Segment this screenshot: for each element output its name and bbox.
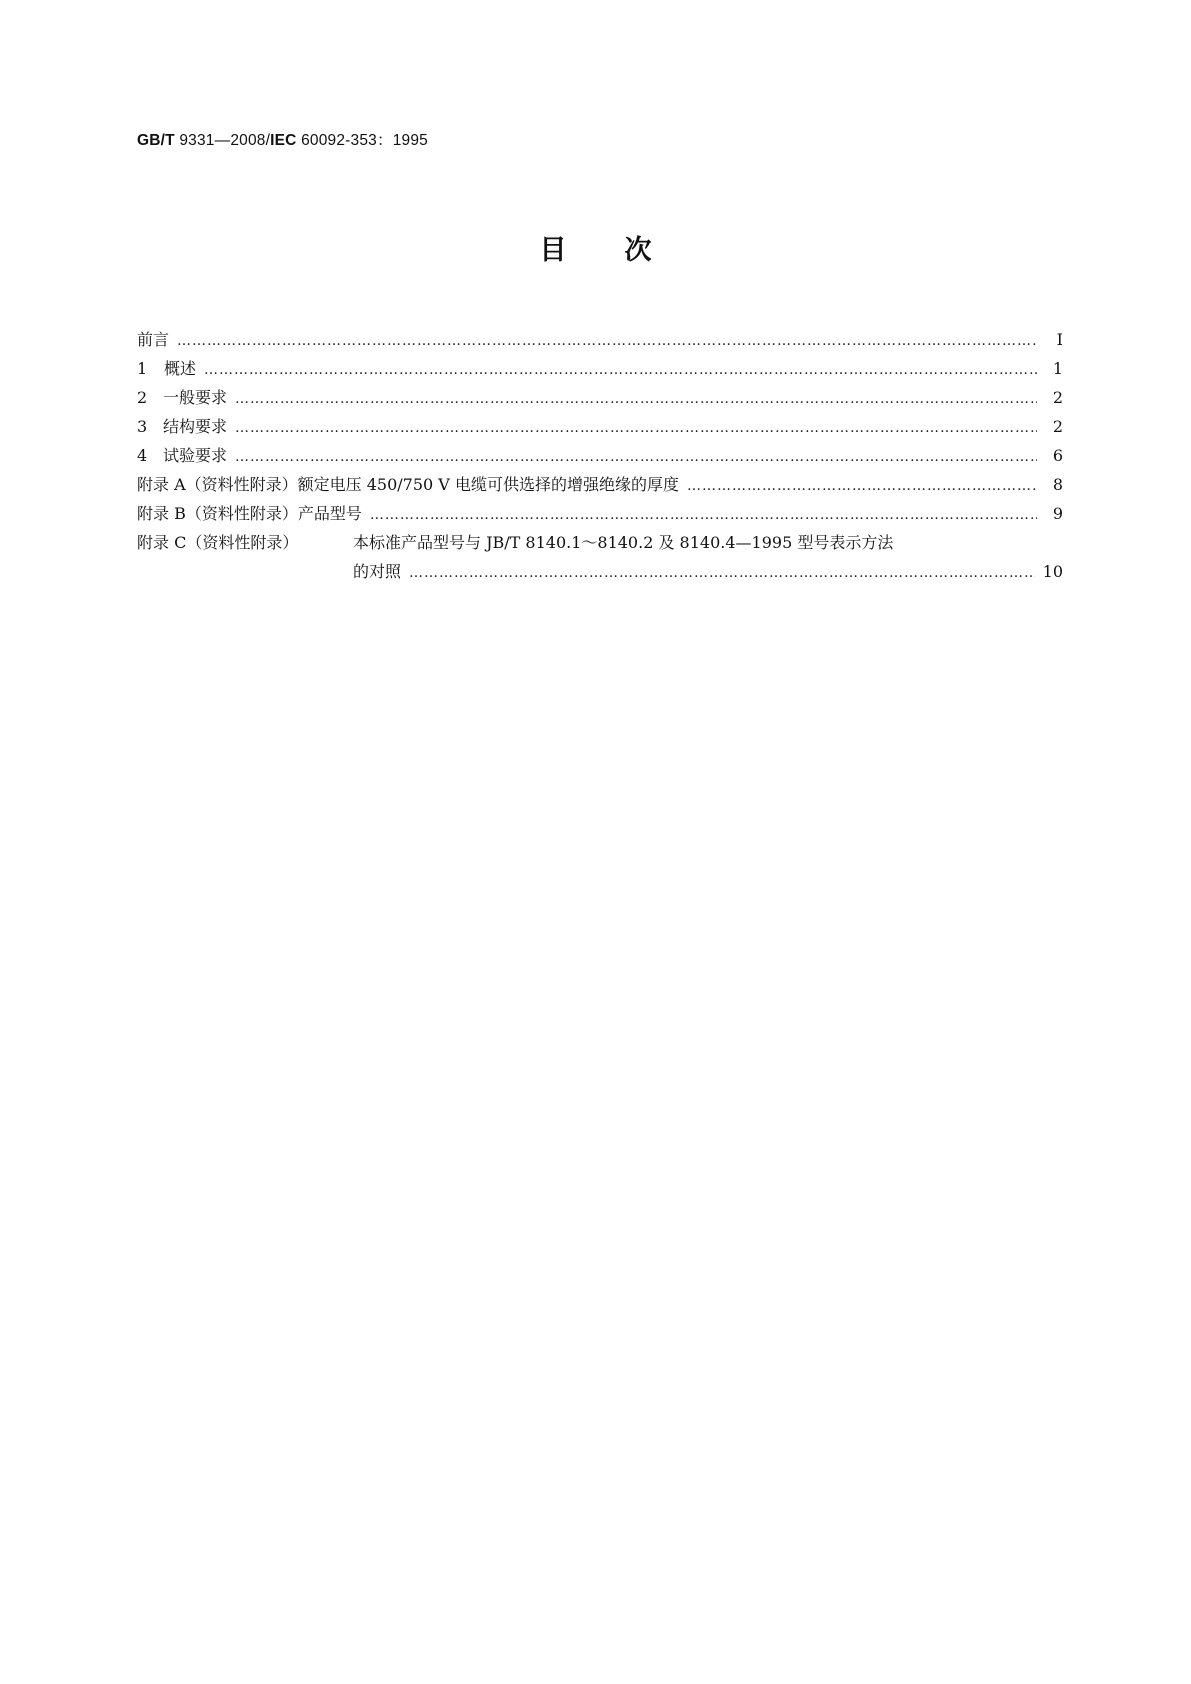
iec-number: 60092-353：1995 xyxy=(296,132,428,149)
toc-appendix-label: 附录 A（资料性附录） xyxy=(137,475,298,494)
toc-entry-label-continued: 的对照 xyxy=(353,562,402,581)
iec-prefix: IEC xyxy=(270,132,297,149)
toc-entry-label: 一般要求 xyxy=(162,388,227,407)
toc-section-number: 4 xyxy=(137,446,148,465)
toc-page-number: 2 xyxy=(1052,388,1063,407)
toc-entry-label: 产品型号 xyxy=(297,504,362,523)
dot-leader xyxy=(235,446,1037,468)
toc-page-number: 1 xyxy=(1052,359,1063,378)
toc-entry-appendix-a[interactable] xyxy=(137,474,1063,496)
toc-page-number: 8 xyxy=(1052,475,1063,494)
dot-leader xyxy=(235,388,1037,410)
dot-leader xyxy=(409,562,1035,584)
toc-entry-appendix-b[interactable] xyxy=(137,503,1063,525)
toc-entry-1[interactable] xyxy=(137,358,1063,380)
dot-leader xyxy=(235,417,1037,439)
toc-entry-appendix-c-continued[interactable] xyxy=(137,561,1063,583)
standard-number xyxy=(137,128,428,150)
toc-entry-label: 额定电压 450/750 V 电缆可供选择的增强绝缘的厚度 xyxy=(297,475,679,494)
toc-entry-label: 概述 xyxy=(163,359,196,378)
toc-entry-label: 试验要求 xyxy=(162,446,227,465)
toc-entry-label: 前言 xyxy=(137,330,170,349)
dot-leader xyxy=(177,330,1037,352)
dot-leader xyxy=(370,504,1037,526)
toc-entry-appendix-c[interactable] xyxy=(137,532,1063,554)
toc-page-number: 2 xyxy=(1052,417,1063,436)
toc-section-number: 3 xyxy=(137,417,148,436)
toc-entry-4[interactable] xyxy=(137,445,1063,467)
dot-leader xyxy=(204,359,1037,381)
toc-appendix-label: 附录 B（资料性附录） xyxy=(137,504,298,523)
toc-section-number: 2 xyxy=(137,388,148,407)
gb-prefix: GB/T xyxy=(137,132,175,149)
toc-entry-label: 本标准产品型号与 JB/T 8140.1～8140.2 及 8140.4—1995 型号表示方法 xyxy=(353,533,894,552)
toc-title: 目次 xyxy=(539,235,710,266)
toc-page-number: I xyxy=(1056,330,1063,349)
toc-page-number: 9 xyxy=(1052,504,1063,523)
toc-page-number: 10 xyxy=(1042,562,1063,581)
toc-appendix-label: 附录 C（资料性附录） xyxy=(137,533,299,552)
dot-leader xyxy=(687,475,1037,497)
toc-page-number: 6 xyxy=(1052,446,1063,465)
toc-entry-foreword[interactable] xyxy=(137,329,1063,351)
toc-entry-label: 结构要求 xyxy=(162,417,227,436)
toc-entry-3[interactable] xyxy=(137,416,1063,438)
toc-entry-2[interactable] xyxy=(137,387,1063,409)
toc-section-number: 1 xyxy=(137,359,148,378)
gb-number: 9331—2008/ xyxy=(174,132,271,149)
